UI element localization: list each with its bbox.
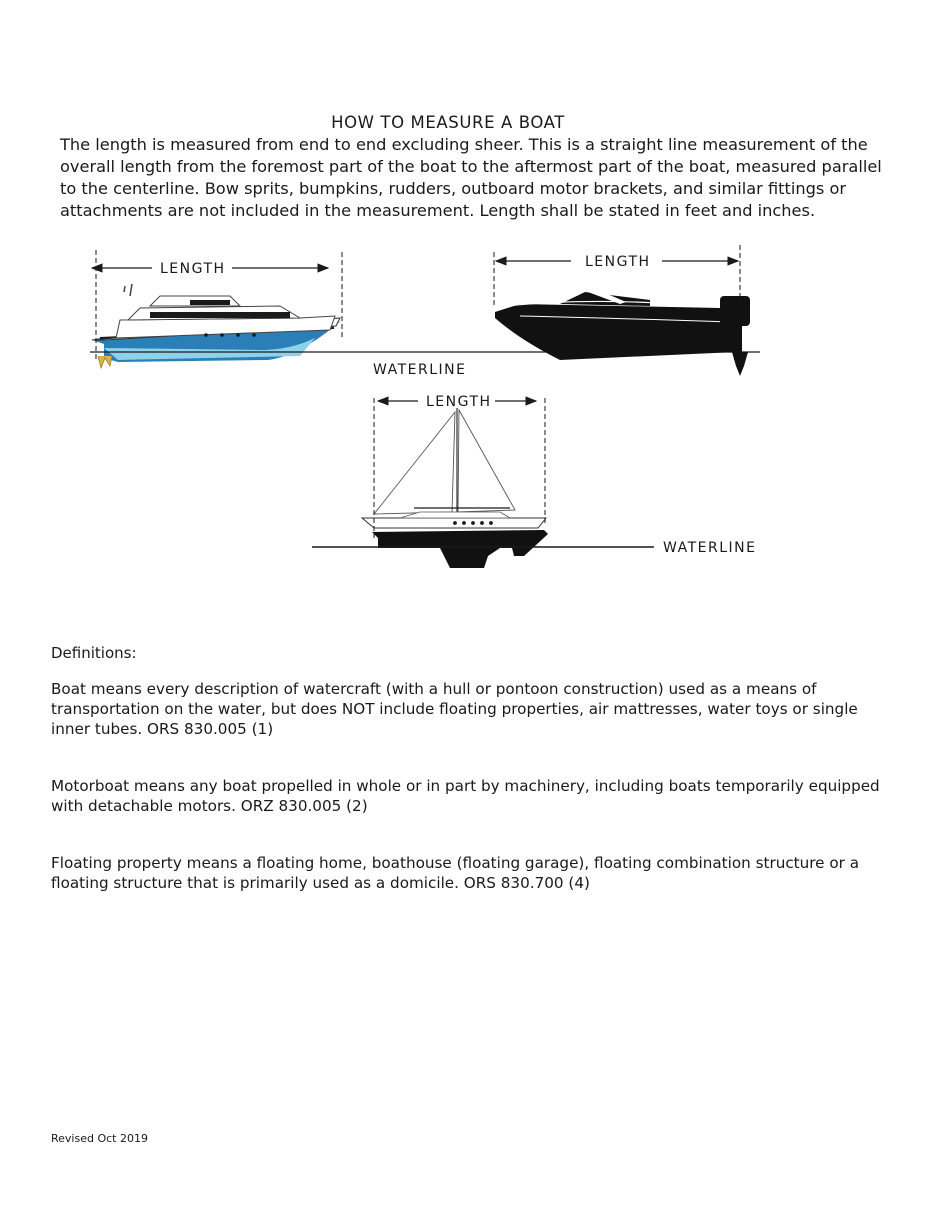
sailboat-length-label: LENGTH bbox=[426, 394, 492, 410]
intro-paragraph: The length is measured from end to end excluding sheer. This is a straight line measurement of the overall length from the foremost part of the boat to the aftermost part of the boat, measured parallel to the centerline. Bow sprits, bumpkins, rudders, outboard motor brackets, and similar fittings or attachments are not included in the measurement. Length shall be stated in feet and inches. bbox=[60, 135, 882, 220]
motorboat-icon bbox=[495, 290, 750, 376]
definition-floating-property: Floating property means a floating home, boathouse (floating garage), floating combination structure or a floating structure that is primarily used as a domicile. ORS 830.700 (4) bbox=[51, 854, 859, 892]
definition-boat: Boat means every description of watercraft (with a hull or pontoon construction) used as a means of transportation on the water, but does NOT include floating properties, air mattresses, water toys or single inner tubes. ORS 830.005 (1) bbox=[51, 680, 858, 738]
yacht-length-label: LENGTH bbox=[160, 261, 226, 277]
yacht-icon bbox=[92, 284, 342, 368]
motorboat-length-label: LENGTH bbox=[585, 254, 651, 270]
waterline-label-top: WATERLINE bbox=[373, 362, 467, 378]
sailboat-icon bbox=[362, 408, 548, 568]
waterline-label-bottom: WATERLINE bbox=[663, 540, 757, 556]
revision-note: Revised Oct 2019 bbox=[51, 1132, 148, 1145]
definitions-heading: Definitions: bbox=[51, 644, 137, 662]
page-title: HOW TO MEASURE A BOAT bbox=[331, 113, 565, 132]
boat-measure-diagram bbox=[0, 230, 950, 580]
definition-motorboat: Motorboat means any boat propelled in whole or in part by machinery, including boats temporarily equipped with detachable motors. ORZ 830.005 (2) bbox=[51, 777, 880, 815]
